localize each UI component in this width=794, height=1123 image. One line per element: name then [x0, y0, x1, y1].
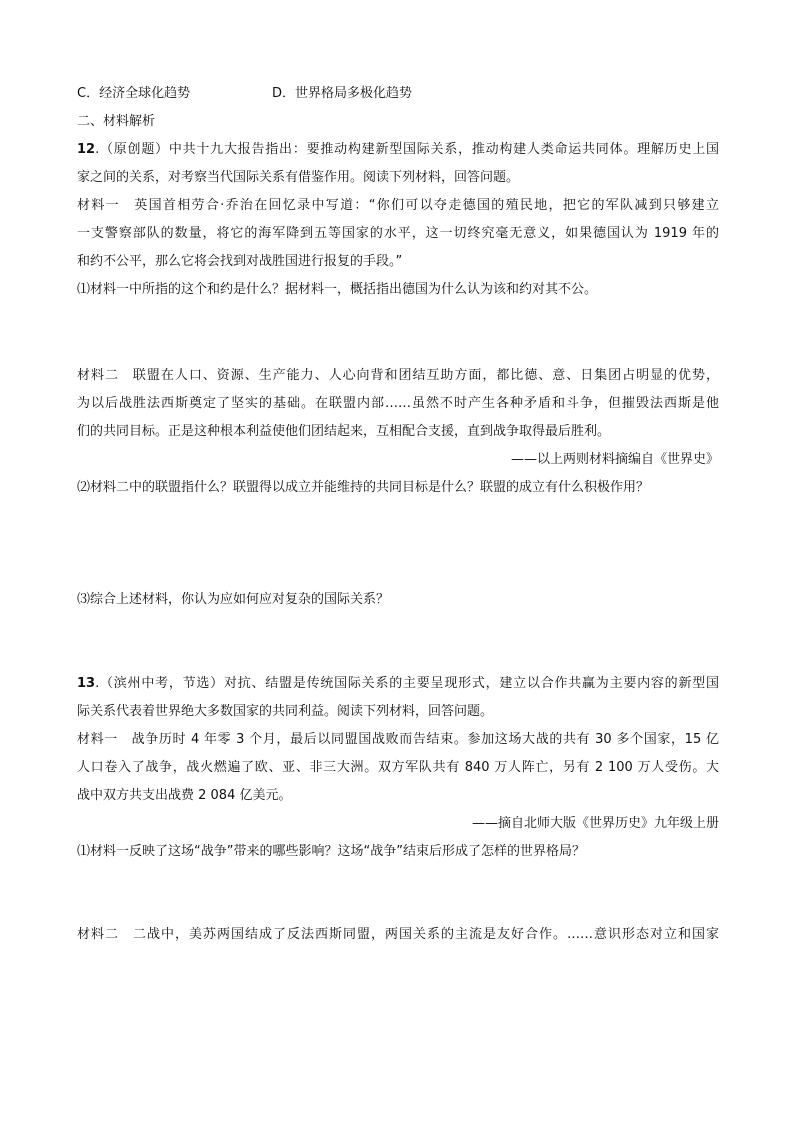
worksheet-page	[77, 80, 719, 949]
q12-material1-line1: 材料一 英国首相劳合·乔治在回忆录中写道：“你们可以夺走德国的殖民地，把它的军队减到只够建立	[77, 198, 719, 213]
q12-intro-line2: 家之间的关系，对考察当代国际关系有借鉴作用。阅读下列材料，回答问题。	[77, 170, 520, 185]
q13-material2-line1: 材料二 二战中，美苏两国结成了反法西斯同盟，两国关系的主流是友好合作。……意识形态对立和国家	[77, 927, 719, 942]
answer-space[interactable]	[77, 304, 719, 362]
q12-material2-line2: 为以后战胜法西斯奠定了坚实的基础。在联盟内部……虽然不时产生各种矛盾和斗争，但摧毁法西斯是他	[77, 396, 719, 411]
q13-material1-line2: 人口卷入了战争，战火燃遍了欧、亚、非三大洲。双方军队共有 840 万人阵亡，另有 2 100 万人受伤。大	[77, 760, 719, 775]
q12-question2: ⑵材料二中的联盟指什么？联盟得以成立并能维持的共同目标是什么？联盟的成立有什么积极作用？	[77, 480, 650, 495]
q12-question3: ⑶综合上述材料，你认为应如何应对复杂的国际关系？	[77, 592, 390, 607]
q12-material2-line3: 们的共同目标。正是这种根本利益使他们团结起来，互相配合支援，直到战争取得最后胜利。	[77, 424, 611, 439]
q12-material2-line1: 材料二 联盟在人口、资源、生产能力、人心向背和团结互助方面，都比德、意、日集团占明显的优势，	[77, 368, 719, 383]
answer-space[interactable]	[77, 866, 719, 921]
question-13	[77, 670, 719, 949]
answer-space[interactable]	[77, 614, 719, 670]
q13-intro-line1	[77, 670, 719, 698]
option-d[interactable]: D．世界格局多极化趋势	[272, 86, 413, 101]
q12-intro-line1	[77, 136, 719, 164]
q12-intro-text1: .（原创题）中共十九大报告指出：要推动构建新型国际关系，推动构建人类命运共同体。理解历史上国	[95, 142, 719, 157]
q12-source: ——以上两则材料摘编自《世界史》	[510, 452, 719, 467]
q13-material1-line1: 材料一 战争历时 4 年零 3 个月，最后以同盟国战败而告结束。参加这场大战的共有 30 多个国家，15 亿	[77, 732, 719, 747]
answer-space[interactable]	[77, 502, 719, 586]
q13-question1: ⑴材料一反映了这场“战争”带来的哪些影响？这场“战争”结束后形成了怎样的世界格局？	[77, 844, 585, 859]
q12-material1-line3: 和约不公平，那么它将会找到对战胜国进行报复的手段。”	[77, 254, 403, 269]
answer-options-row	[77, 80, 719, 108]
q13-intro-line2: 际关系代表着世界绝大多数国家的共同利益。阅读下列材料，回答问题。	[77, 704, 494, 719]
q13-number: 13	[77, 676, 96, 691]
option-c[interactable]: C．经济全球化趋势	[77, 86, 191, 101]
question-12	[77, 136, 719, 670]
q13-intro-text1: .（滨州中考，节选）对抗、结盟是传统国际关系的主要呈现形式，建立以合作共赢为主要内容的新型国	[95, 676, 719, 691]
q12-question1: ⑴材料一中所指的这个和约是什么？据材料一，概括指出德国为什么认为该和约对其不公。	[77, 282, 598, 297]
q12-number: 12	[77, 142, 96, 157]
q13-source: ——摘自北师大版《世界历史》九年级上册	[471, 816, 719, 831]
section-title: 二、材料解析	[77, 114, 156, 129]
q12-material1-line2: 一支警察部队的数量，将它的海军降到五等国家的水平，这一切终究毫无意义，如果德国认为 1919 年的	[77, 226, 719, 241]
q13-material1-line3: 战中双方共支出战费 2 084 亿美元。	[77, 788, 292, 803]
